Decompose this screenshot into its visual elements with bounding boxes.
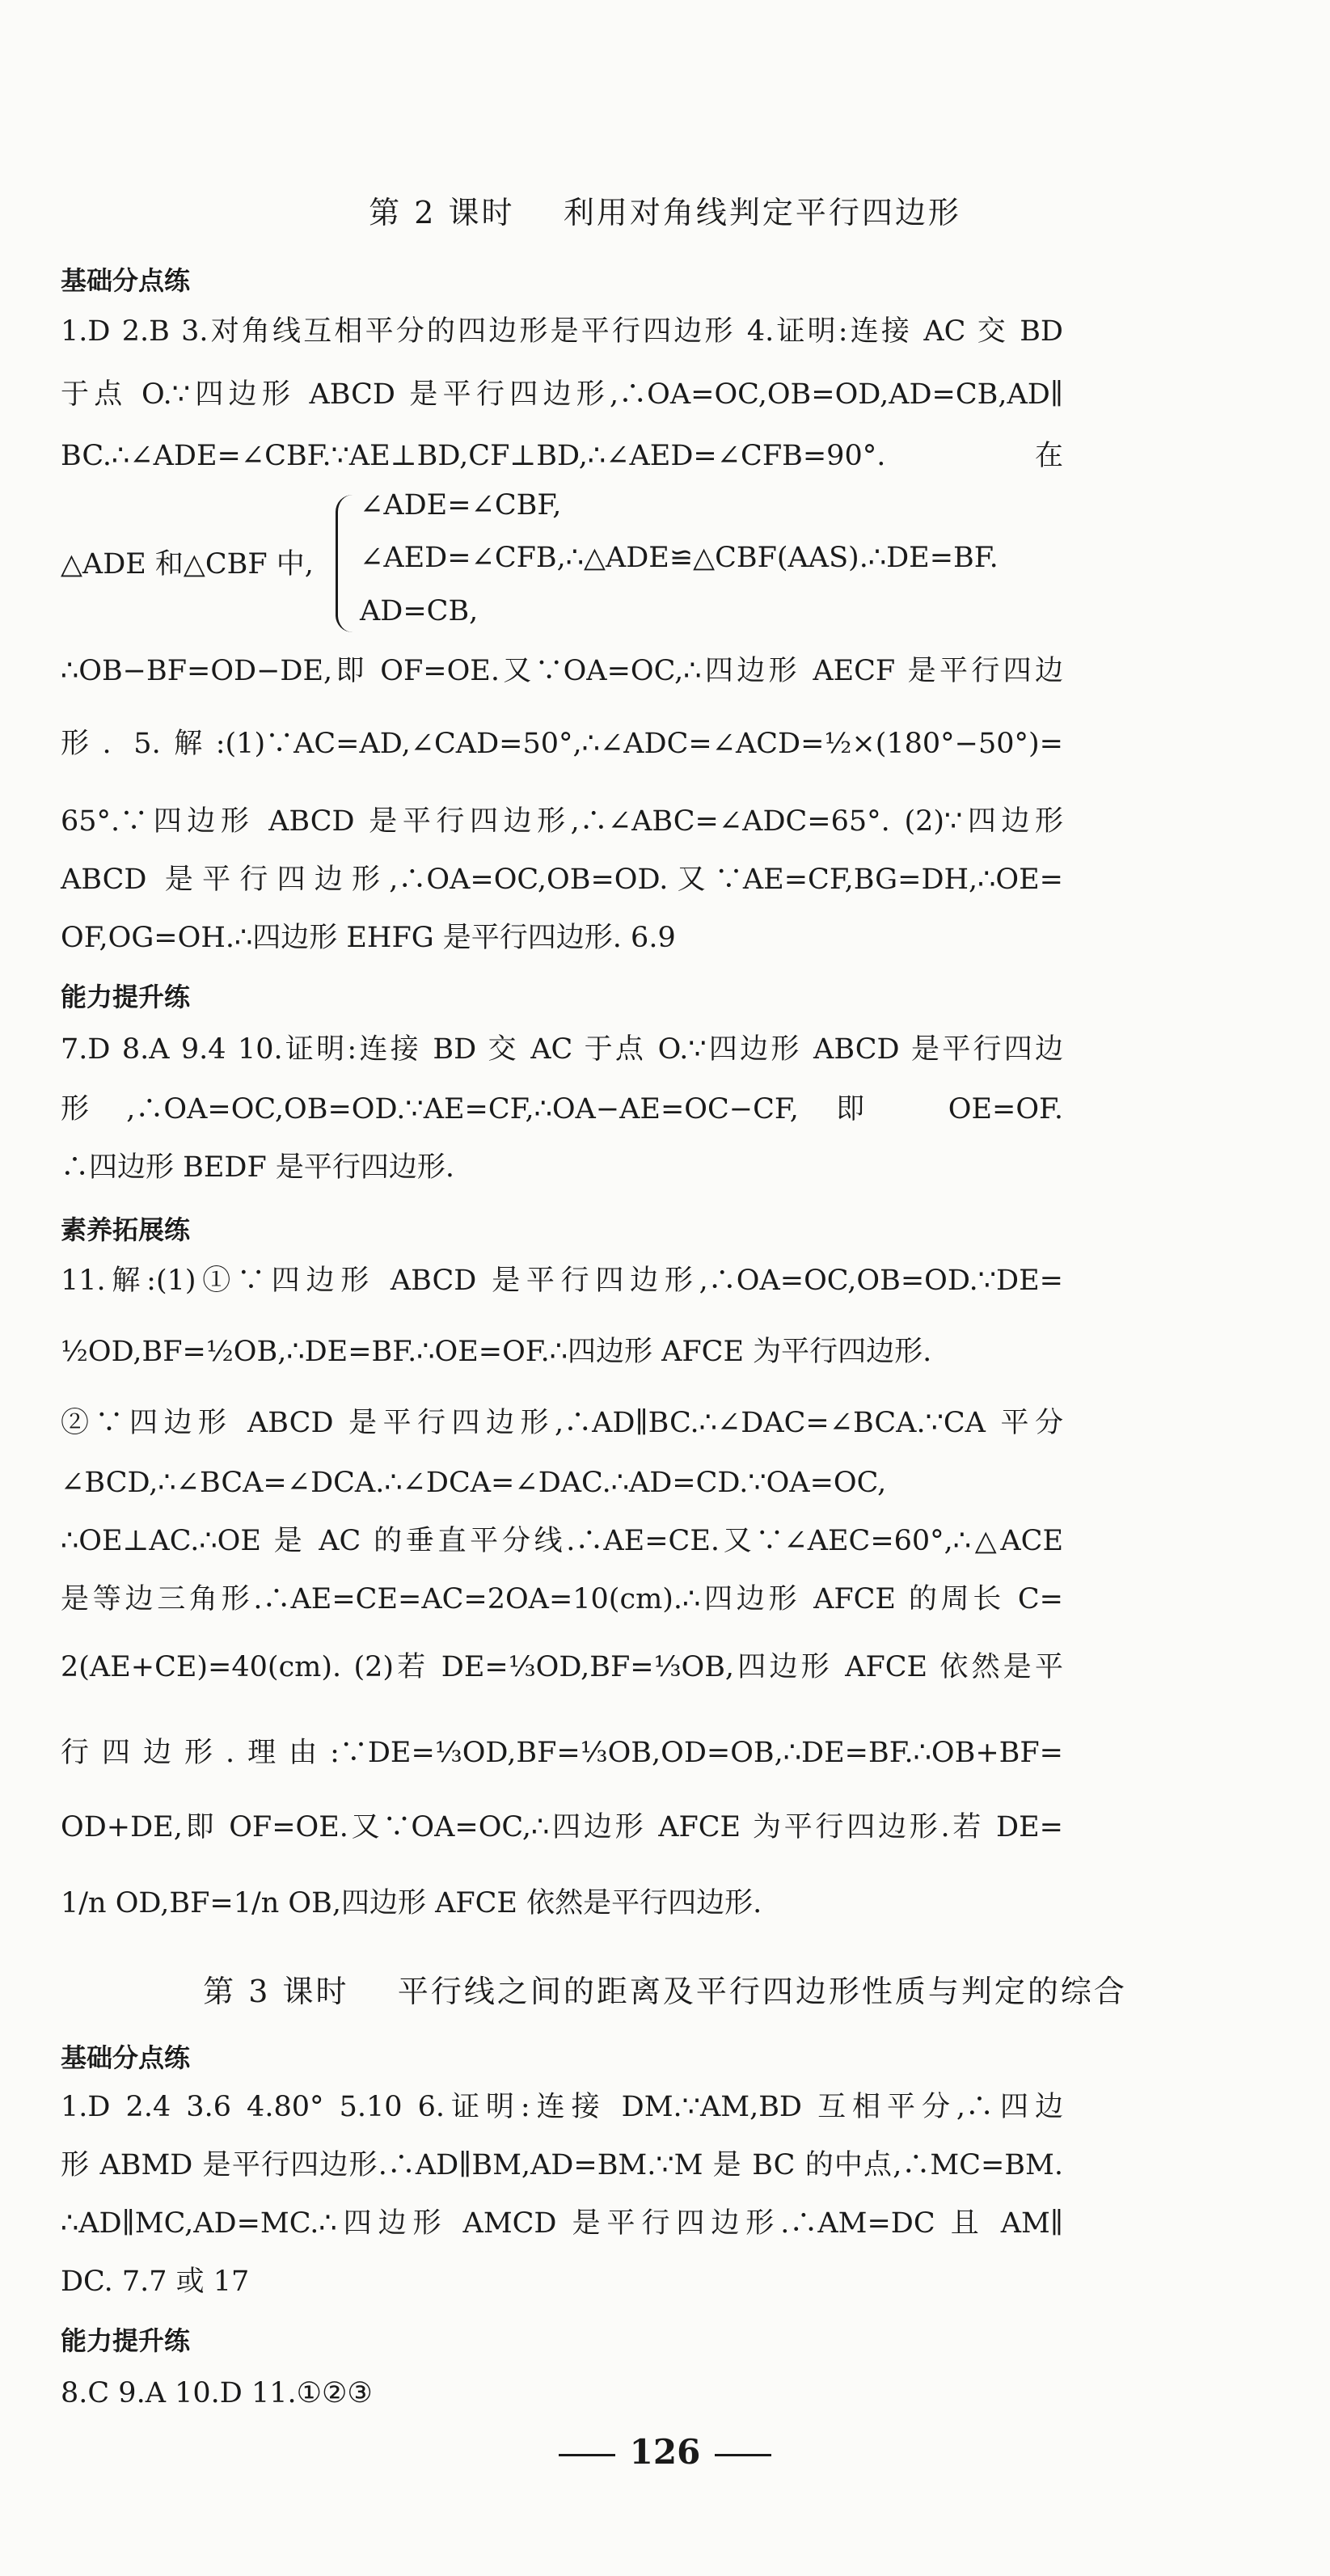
- lesson-3-title: 第 3 课时 平行线之间的距离及平行四边形性质与判定的综合: [203, 1974, 1127, 2009]
- section-heading-basic: 基础分点练: [61, 2042, 191, 2073]
- text-line: 形 ABMD 是平行四边形.∴AD∥BM,AD=BM.∵M 是 BC 的中点,∴MC=BM.: [61, 2149, 1063, 2181]
- text-line: ∴四边形 BEDF 是平行四边形.: [61, 1151, 454, 1184]
- lesson-2-title: 第 2 课时 利用对角线判定平行四边形: [369, 195, 961, 230]
- text-line: 是等边三角形.∴AE=CE=AC=2OA=10(cm).∴四边形 AFCE 的周长 C=: [61, 1583, 1063, 1615]
- text-line: ②∵四边形 ABCD 是平行四边形,∴AD∥BC.∴∠DAC=∠BCA.∵CA 平分: [61, 1407, 1063, 1439]
- text-line: 形. 5.解:(1)∵AC=AD,∠CAD=50°,∴∠ADC=∠ACD=½×(180°−50°)=: [61, 728, 1063, 760]
- system-row: ∠ADE=∠CBF,: [360, 489, 562, 522]
- section-heading-literacy: 素养拓展练: [61, 1214, 191, 1245]
- text-line: 1.D 2.4 3.6 4.80° 5.10 6.证明:连接 DM.∵AM,BD 互相平分,∴四边: [61, 2091, 1063, 2123]
- text-line: ∴OB−BF=OD−DE,即 OF=OE.又∵OA=OC,∴四边形 AECF 是平行四边: [61, 655, 1063, 687]
- system-brace: [336, 495, 353, 632]
- page-number-dash-left: [559, 2454, 615, 2456]
- text-line: 于点 O.∵四边形 ABCD 是平行四边形,∴OA=OC,OB=OD,AD=CB,AD∥: [61, 378, 1063, 411]
- system-row: AD=CB,: [360, 595, 479, 627]
- section-heading-ability: 能力提升练: [61, 2325, 191, 2356]
- text-line: ∠BCD,∴∠BCA=∠DCA.∴∠DCA=∠DAC.∴AD=CD.∵OA=OC,: [61, 1467, 887, 1499]
- section-heading-ability: 能力提升练: [61, 982, 191, 1012]
- text-line: ∴AD∥MC,AD=MC.∴四边形 AMCD 是平行四边形.∴AM=DC 且 AM∥: [61, 2207, 1063, 2240]
- text-line: BC.∴∠ADE=∠CBF.∵AE⊥BD,CF⊥BD,∴∠AED=∠CFB=90°.在: [61, 440, 1063, 472]
- text-line: OF,OG=OH.∴四边形 EHFG 是平行四边形. 6.9: [61, 922, 676, 954]
- text-line: ABCD 是平行四边形,∴OA=OC,OB=OD.又∵AE=CF,BG=DH,∴OE=: [61, 864, 1063, 896]
- text-line: 行四边形.理由:∵DE=⅓OD,BF=⅓OB,OD=OB,∴DE=BF.∴OB+BF=: [61, 1737, 1063, 1769]
- text-line: 11.解:(1)①∵四边形 ABCD 是平行四边形,∴OA=OC,OB=OD.∵DE=: [61, 1265, 1063, 1297]
- text-line: 8.C 9.A 10.D 11.①②③: [61, 2377, 373, 2409]
- text-line: ∴OE⊥AC.∴OE 是 AC 的垂直平分线.∴AE=CE.又∵∠AEC=60°,∴△ACE: [61, 1525, 1063, 1557]
- text-line: 形,∴OA=OC,OB=OD.∵AE=CF,∴OA−AE=OC−CF,即 OE=OF.: [61, 1093, 1063, 1125]
- text-line: DC. 7.7 或 17: [61, 2266, 250, 2298]
- text-line: 65°.∵四边形 ABCD 是平行四边形,∴∠ABC=∠ADC=65°. (2)∵四边形: [61, 805, 1063, 838]
- system-row: ∠AED=∠CFB,∴△ADE≌△CBF(AAS).∴DE=BF.: [360, 542, 999, 574]
- text-line: OD+DE,即 OF=OE.又∵OA=OC,∴四边形 AFCE 为平行四边形.若 DE=: [61, 1811, 1063, 1843]
- page-number: [0, 2432, 1330, 2472]
- page-number-value: 126: [629, 2432, 701, 2472]
- text-line: 1/n OD,BF=1/n OB,四边形 AFCE 依然是平行四边形.: [61, 1887, 762, 1919]
- page-number-dash-right: [715, 2454, 771, 2456]
- system-prefix: △ADE 和△CBF 中,: [61, 548, 314, 581]
- text-line: ½OD,BF=½OB,∴DE=BF.∴OE=OF.∴四边形 AFCE 为平行四边形.: [61, 1336, 932, 1368]
- text-line: 2(AE+CE)=40(cm). (2)若 DE=⅓OD,BF=⅓OB,四边形 AFCE 依然是平: [61, 1651, 1063, 1683]
- text-line: 7.D 8.A 9.4 10.证明:连接 BD 交 AC 于点 O.∵四边形 ABCD 是平行四边: [61, 1033, 1063, 1066]
- section-heading-basic: 基础分点练: [61, 265, 191, 296]
- text-line: 1.D 2.B 3.对角线互相平分的四边形是平行四边形 4.证明:连接 AC 交 BD: [61, 315, 1063, 348]
